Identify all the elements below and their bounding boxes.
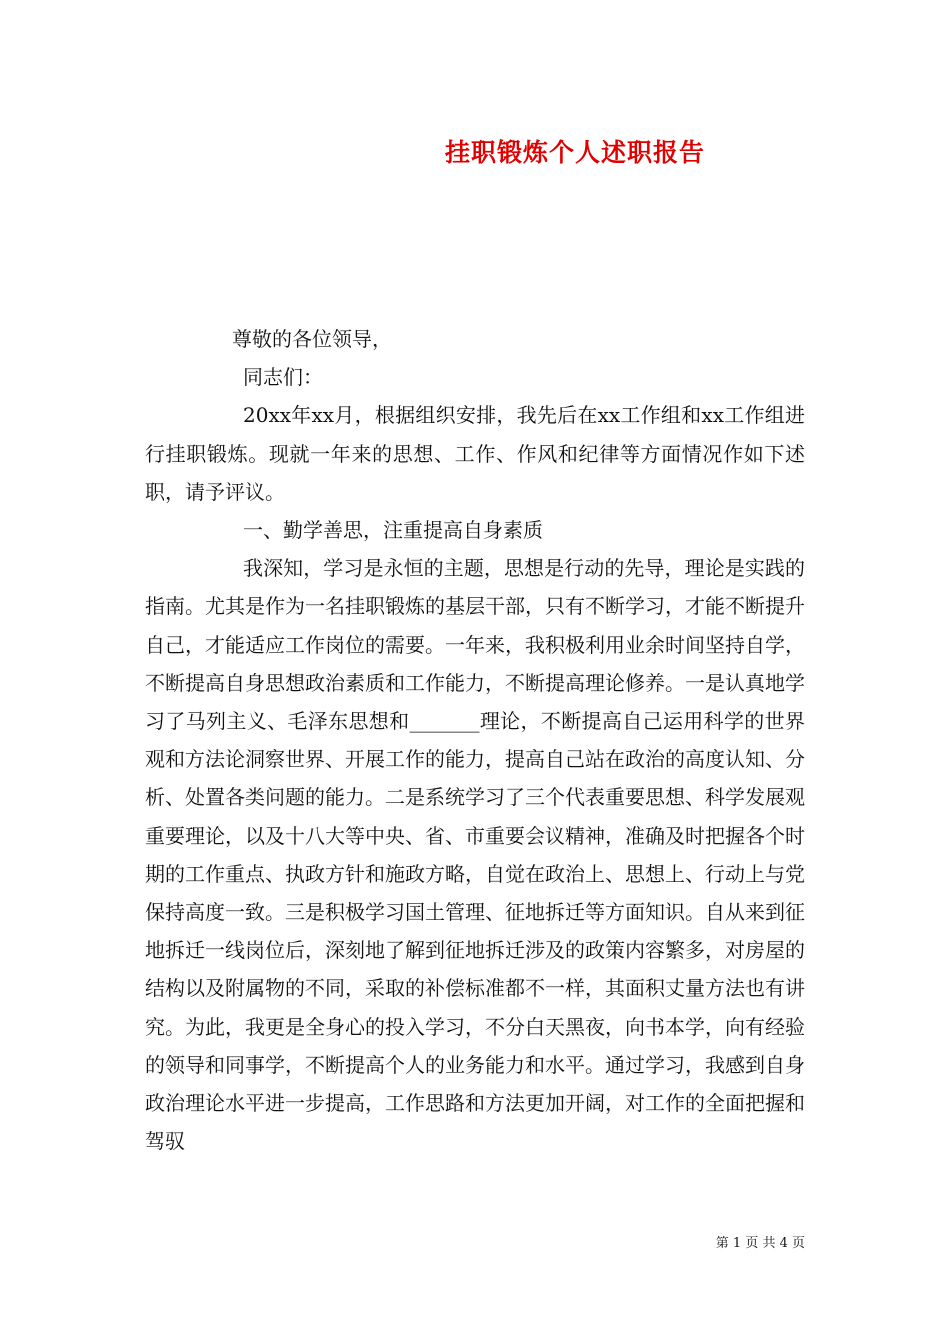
- salutation-leaders: 尊敬的各位领导，: [232, 327, 392, 351]
- section-paragraph: 我深知，学习是永恒的主题，思想是行动的先导，理论是实践的指南。尤其是作为一名挂职锻炼的基层干部，只有不断学习，才能不断提升自己，才能适应工作岗位的需要。一年来，我积极利用业余时间坚持自学，不断提高自身思想政治素质和工作能力，不断提高理论修养。一是认真地学习了马列主义、毛泽东思想和_______理论，不断提高自己运用科学的世界观和方法论洞察世界、开展工作的能力，提高自己站在政治的高度认知、分析、处置各类问题的能力。二是系统学习了三个代表重要思想、科学发展观重要理论，以及十八大等中央、省、市重要会议精神，准确及时把握各个时期的工作重点、执政方针和施政方略，自觉在政治上、思想上、行动上与党保持高度一致。三是积极学习国土管理、征地拆迁等方面知识。自从来到征地拆迁一线岗位后，深刻地了解到征地拆迁涉及的政策内容繁多，对房屋的结构以及附属物的不同，采取的补偿标准都不一样，其面积丈量方法也有讲究。为此，我更是全身心的投入学习，不分白天黑夜，向书本学，向有经验的领导和同事学，不断提高个人的业务能力和水平。通过学习，我感到自身政治理论水平进一步提高，工作思路和方法更加开阔，对工作的全面把握和驾驭: [145, 556, 805, 1154]
- page-number: 第 1 页 共 4 页: [715, 1236, 805, 1251]
- document-title: 挂职锻炼个人述职报告: [444, 138, 705, 167]
- intro-paragraph: 20xx年xx月，根据组织安排，我先后在xx工作组和xx工作组进行挂职锻炼。现就一年来的思想、工作、作风和纪律等方面情况作如下述职，请予评议。: [145, 403, 805, 504]
- section-heading: 一、勤学善思，注重提高自身素质: [243, 518, 543, 543]
- salutation-comrades: 同志们：: [243, 365, 323, 390]
- document-body: [145, 320, 805, 1160]
